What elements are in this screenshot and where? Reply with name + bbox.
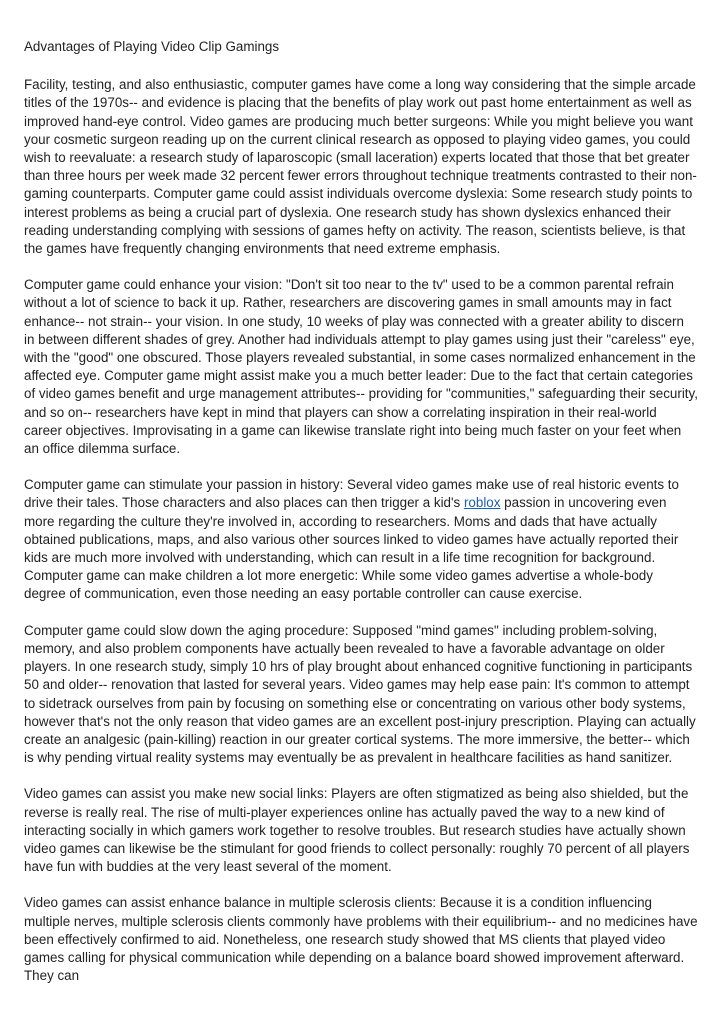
paragraph-vision-leadership: Computer game could enhance your vision: "Don't sit too near to the tv" used to be a common parental refrain without a lot of science to back it up. Rather, researchers are discovering games in small amounts may in fact enhance-- not strain-- your vision. In one study, 10 weeks of play was connected with a greater ability to discern in between different shades of grey. Another had individuals attempt to play games using just their "careless" eye, with the "good" one obscured. Those players revealed substantial, in some cases normalized enhancement in the affected eye. Computer game might assist make you a much better leader: Due to the fact that certain categories of video games benefit and urge management attributes-- providing for "communities," safeguarding their security, and so on-- researchers have kept in mind that players can show a correlating inspiration in their real-world career objectives. Improvisating in a game can likewise translate right into being much faster on your feet when an office dilemma surface. (24, 277, 698, 457)
paragraph-surgeons-dyslexia: Facility, testing, and also enthusiastic, computer games have come a long way considering that the simple arcade titles of the 1970s-- and evidence is placing that the benefits of play work out past home entertainment as well as improved hand-eye control. Video games are producing much better surgeons: While you might believe you want your cosmetic surgeon reading up on the current clinical research as opposed to playing video games, you could wish to reevaluate: a research study of laparoscopic (small laceration) experts located that those that bet greater than three hours per week made 32 percent fewer errors throughout technique treatments contrasted to their non-gaming counterparts. Computer game could assist individuals overcome dyslexia: Some research study points to interest problems as being a crucial part of dyslexia. One research study has shown dyslexics enhanced their reading understanding complying with sessions of games hefty on activity. The reason, scientists believe, is that the games have frequently changing environments that need extreme emphasis. (24, 77, 697, 257)
paragraph-history-text-before: Computer game can stimulate your passion in history: Several video games make use of real historic events to drive their tales. Those characters and also places can then trigger a kid's (24, 477, 679, 511)
paragraph-history-text-after: passion in uncovering even more regarding the culture they're involved in, according to researchers. Moms and dads that have actually obtained publications, maps, and also various other sources linked to video games have actually reported their kids are much more involved with understanding, which can result in a life time recognition for background. Computer game can make children a lot more energetic: While some video games advertise a whole-body degree of communication, even those needing an easy portable controller can cause exercise. (24, 495, 679, 602)
roblox-link[interactable]: roblox (463, 495, 501, 511)
paragraph-aging-pain: Computer game could slow down the aging procedure: Supposed "mind games" including problem-solving, memory, and also problem components have actually been revealed to have a favorable advantage on older players. In one research study, simply 10 hrs of play brought about enhanced cognitive functioning in participants 50 and older-- renovation that lasted for several years. Video games may help ease pain: It's common to attempt to sidetrack ourselves from pain by focusing on something else or concentrating on various other body systems, however that's not the only reason that video games are an excellent post-injury prescription. Playing can actually create an analgesic (pain-killing) reaction in our greater cortical systems. The more immersive, the better-- which is why pending virtual reality systems may eventually be as prevalent in healthcare facilities as hand sanitizer. (24, 622, 696, 766)
document-title: Advantages of Playing Video Clip Gamings (24, 39, 280, 54)
paragraph-history-exercise (24, 476, 698, 603)
paragraph-social-links: Video games can assist you make new social links: Players are often stigmatized as being also shielded, but the reverse is really real. The rise of multi-player experiences online has actually paved the way to a new kind of interacting socially in which gamers work together to resolve troubles. But research studies have actually shown video games can likewise be the stimulant for good friends to collect personally: roughly 70 percent of all players have fun with buddies at the very least several of the moment. (24, 786, 690, 875)
paragraph-multiple-sclerosis: Video games can assist enhance balance in multiple sclerosis clients: Because it is a condition influencing multiple nerves, multiple sclerosis clients commonly have problems with their equilibrium-- and no medicines have been effectively confirmed to aid. Nonetheless, one research study showed that MS clients that played video games calling for physical communication while depending on a balance board showed improvement afterward. They can (24, 895, 698, 984)
document-body (24, 38, 698, 1003)
